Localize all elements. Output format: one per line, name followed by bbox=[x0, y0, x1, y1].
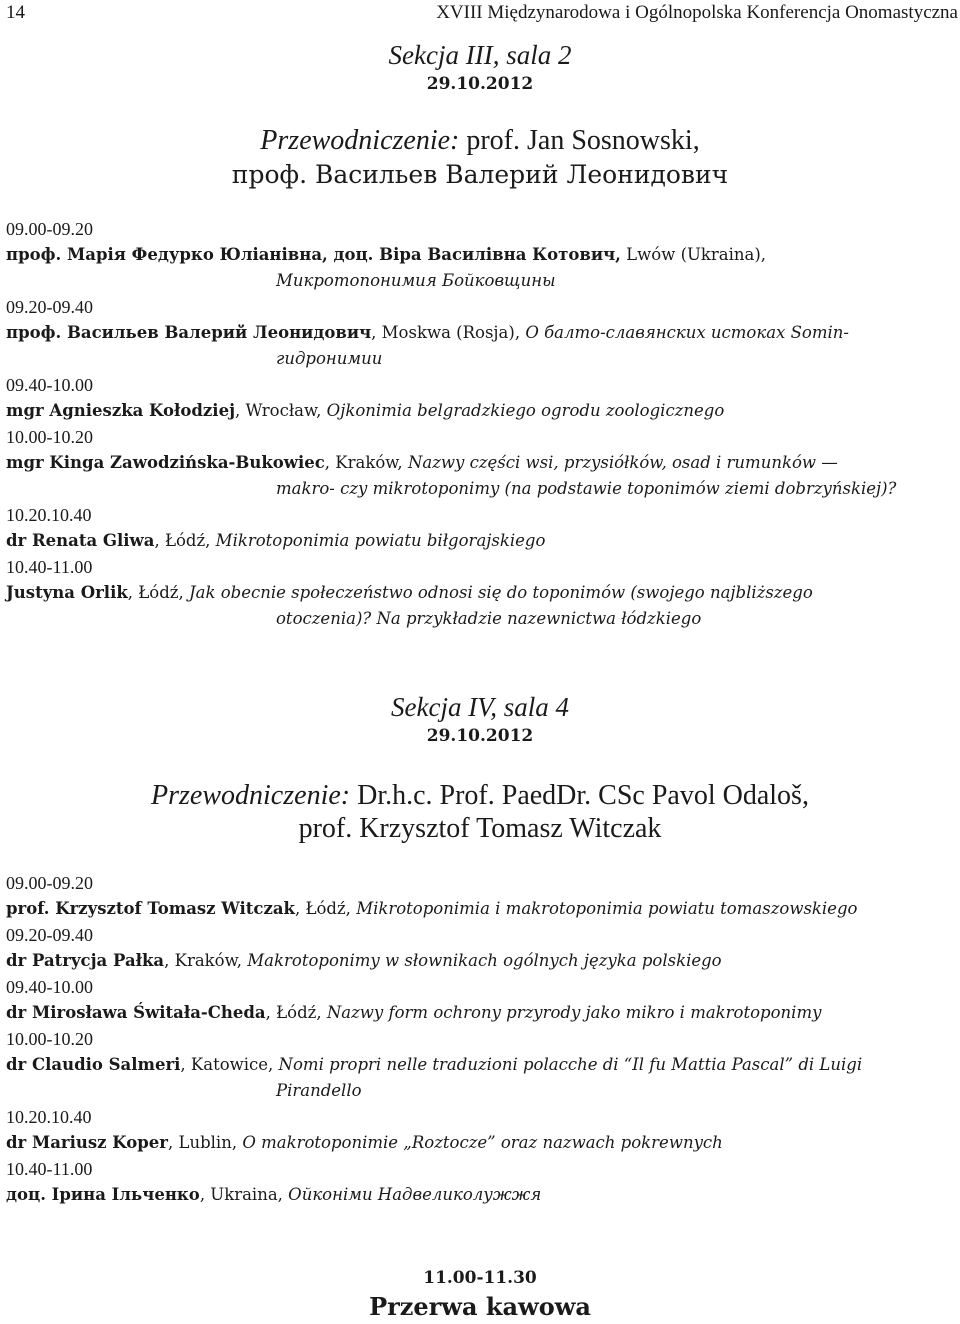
speaker-place: , Łódź, bbox=[127, 583, 189, 602]
program-entry bbox=[6, 1130, 956, 1156]
section3-program bbox=[6, 216, 956, 632]
speaker-place: , Katowice, bbox=[180, 1055, 279, 1074]
speaker-place: , Lublin, bbox=[168, 1133, 243, 1152]
time-slot: 09.20-09.40 bbox=[6, 925, 93, 945]
program-entry bbox=[6, 1052, 956, 1078]
entry-continuation bbox=[6, 346, 956, 372]
speaker-name: dr Mariusz Koper bbox=[6, 1133, 169, 1152]
chair-name: prof. Jan Sosnowski, bbox=[459, 125, 700, 156]
speaker-place: , Moskwa (Rosja), bbox=[371, 323, 526, 342]
talk-title: Nazwy części wsi, przysiółków, osad i rumunków — bbox=[407, 453, 838, 472]
time-slot: 09.40-10.00 bbox=[6, 375, 93, 395]
speaker-place: , Wrocław, bbox=[235, 401, 327, 420]
talk-title: Ojkonimia belgradzkiego ogrodu zoologicznego bbox=[326, 401, 725, 420]
program-entry bbox=[6, 1182, 956, 1208]
speaker-place: , Łódź, bbox=[294, 899, 357, 918]
speaker-name: dr Mirosława Świtała-Cheda bbox=[6, 1003, 266, 1022]
chair-label: Przewodniczenie: bbox=[151, 780, 351, 811]
speaker-place: , Łódź, bbox=[265, 1003, 327, 1022]
talk-title: Jak obecnie społeczeństwo odnosi się do toponimów (swojego najbliższego bbox=[189, 583, 813, 602]
speaker-place: , Kraków, bbox=[324, 453, 408, 472]
talk-title: Ойконіми Надвеликолужжя bbox=[288, 1185, 542, 1204]
entry-continuation bbox=[6, 476, 956, 502]
coffee-break-time: 11.00-11.30 bbox=[423, 1268, 537, 1288]
speaker-name: dr Renata Gliwa bbox=[6, 531, 155, 550]
time-slot: 10.20.10.40 bbox=[6, 1107, 92, 1127]
speaker-name: dr Patrycja Pałka bbox=[6, 951, 165, 970]
time-slot: 10.40-11.00 bbox=[6, 1159, 93, 1179]
running-header bbox=[0, 0, 960, 26]
talk-title: О балто-славянских истоках Somin- bbox=[525, 323, 849, 342]
program-entry bbox=[6, 948, 956, 974]
chair-name: Dr.h.c. Prof. PaedDr. CSc Pavol Odaloš, bbox=[350, 780, 809, 811]
speaker-name: mgr Kinga Zawodzińska-Bukowiec bbox=[6, 453, 325, 472]
talk-title: otoczenia)? Na przykładzie nazewnictwa łódzkiego bbox=[276, 609, 702, 628]
program-entry bbox=[6, 450, 956, 476]
speaker-name: mgr Agnieszka Kołodziej bbox=[6, 401, 236, 420]
speaker-place: , Kraków, bbox=[164, 951, 248, 970]
section4-date: 29.10.2012 bbox=[426, 726, 534, 746]
section3-title: Sekcja III, sala 2 bbox=[388, 40, 572, 70]
time-slot: 10.00-10.20 bbox=[6, 1029, 93, 1049]
speaker-name: проф. Васильев Валерий Леонидович bbox=[6, 323, 372, 342]
time-slot: 10.20.10.40 bbox=[6, 505, 92, 525]
time-slot: 09.00-09.20 bbox=[6, 219, 93, 239]
time-slot: 09.20-09.40 bbox=[6, 297, 93, 317]
time-slot: 09.40-10.00 bbox=[6, 977, 93, 997]
speaker-place: Lwów (Ukraina), bbox=[620, 245, 767, 264]
section3-date: 29.10.2012 bbox=[426, 74, 534, 94]
entry-continuation bbox=[6, 268, 956, 294]
coffee-break-label: Przerwa kawowa bbox=[369, 1292, 591, 1321]
talk-title: Makrotoponimy w słownikach ogólnych języka polskiego bbox=[247, 951, 722, 970]
program-entry bbox=[6, 320, 956, 346]
speaker-name: prof. Krzysztof Tomasz Witczak bbox=[6, 899, 295, 918]
talk-title: O makrotoponimie „Roztocze” oraz nazwach pokrewnych bbox=[242, 1133, 723, 1152]
talk-title: гидронимии bbox=[276, 349, 383, 368]
section4-title: Sekcja IV, sala 4 bbox=[391, 692, 569, 722]
entry-continuation bbox=[6, 606, 956, 632]
talk-title: Nomi propri nelle traduzioni polacche di “Il fu Mattia Pascal” di Luigi bbox=[278, 1055, 863, 1074]
program-entry bbox=[6, 896, 956, 922]
talk-title: makro- czy mikrotoponimy (na podstawie toponimów ziemi dobrzyńskiej)? bbox=[276, 479, 897, 498]
talk-title: Mikrotoponimia powiatu biłgorajskiego bbox=[215, 531, 546, 550]
section3-chair-line1 bbox=[0, 124, 960, 158]
section4-chair-line1 bbox=[0, 779, 960, 813]
section3-chair-line2: проф. Васильев Валерий Леонидович bbox=[231, 160, 729, 189]
talk-title: Pirandello bbox=[276, 1081, 362, 1100]
conference-title: XVIII Międzynarodowa i Ogólnopolska Konferencja Onomastyczna bbox=[436, 2, 958, 23]
program-entry bbox=[6, 398, 956, 424]
speaker-name: проф. Марія Федурко Юліанівна, доц. Віра Василівна Котович, bbox=[6, 245, 621, 264]
talk-title: Микротопонимия Бойковщины bbox=[276, 271, 556, 290]
time-slot: 09.00-09.20 bbox=[6, 873, 93, 893]
talk-title: Mikrotoponimia i makrotoponimia powiatu tomaszowskiego bbox=[356, 899, 858, 918]
chair-label: Przewodniczenie: bbox=[260, 125, 460, 156]
talk-title: Nazwy form ochrony przyrody jako mikro i makrotoponimy bbox=[326, 1003, 822, 1022]
program-entry bbox=[6, 528, 956, 554]
program-entry bbox=[6, 1000, 956, 1026]
time-slot: 10.00-10.20 bbox=[6, 427, 93, 447]
page-number: 14 bbox=[6, 2, 25, 23]
speaker-place: , Ukraina, bbox=[199, 1185, 289, 1204]
entry-continuation bbox=[6, 1078, 956, 1104]
time-slot: 10.40-11.00 bbox=[6, 557, 93, 577]
speaker-name: доц. Ірина Ільченко bbox=[6, 1185, 200, 1204]
section4-program bbox=[6, 870, 956, 1208]
program-entry bbox=[6, 242, 956, 268]
speaker-name: dr Claudio Salmeri bbox=[6, 1055, 181, 1074]
speaker-name: Justyna Orlik bbox=[6, 583, 128, 602]
program-entry bbox=[6, 580, 956, 606]
speaker-place: , Łódź, bbox=[154, 531, 216, 550]
section4-chair-line2: prof. Krzysztof Tomasz Witczak bbox=[298, 813, 662, 844]
